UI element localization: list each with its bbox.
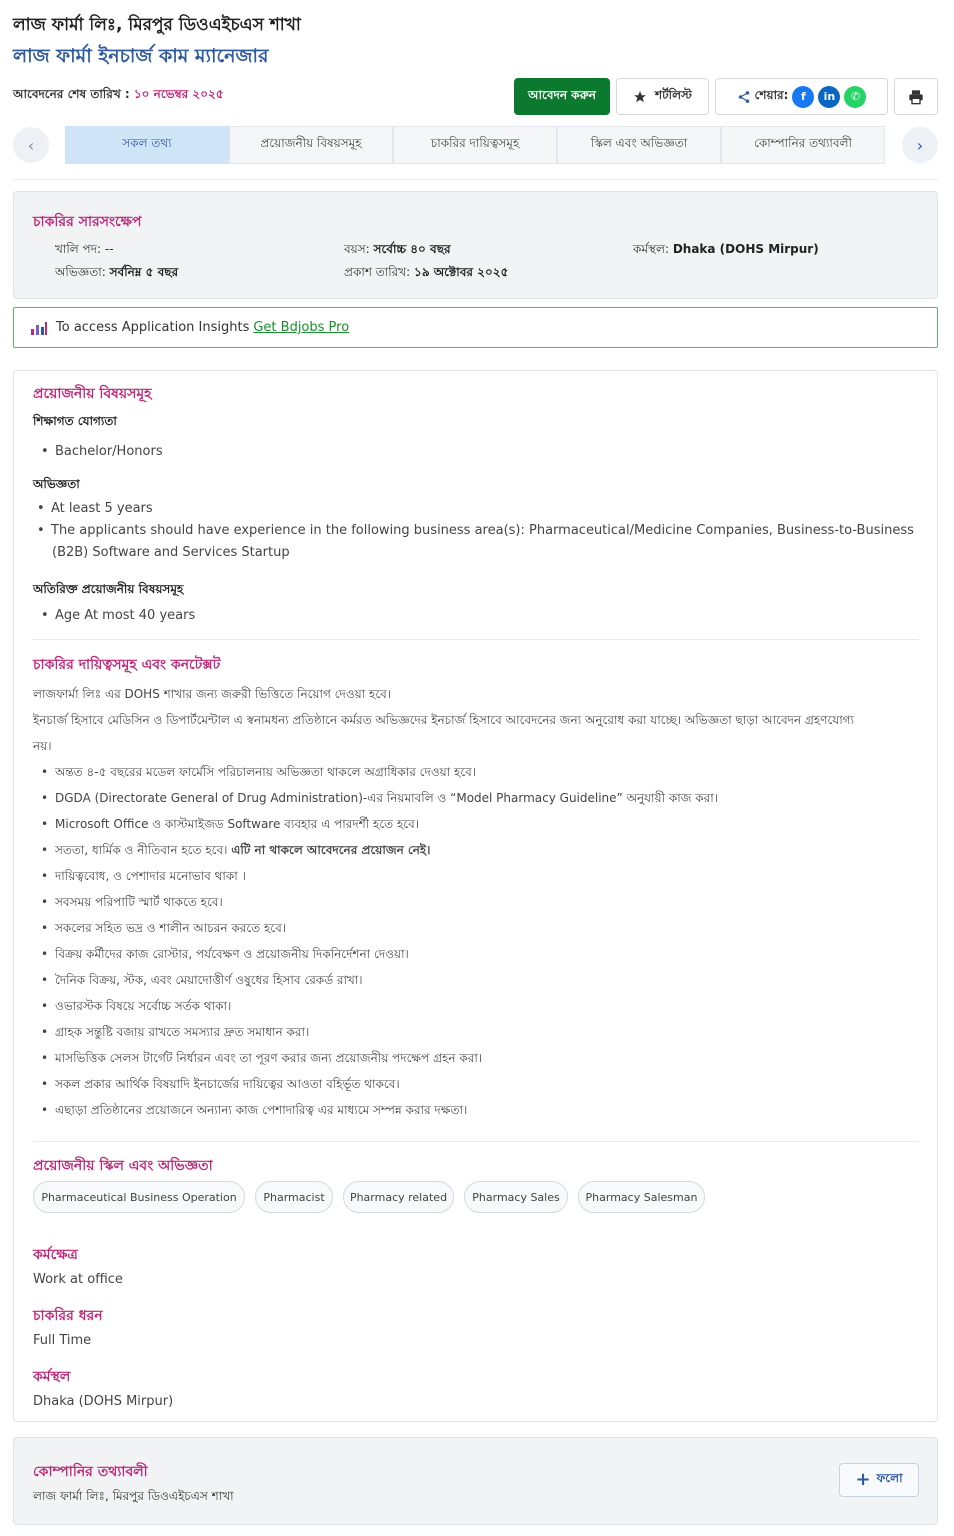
published-label: প্রকাশ তারিখ: [344,265,411,279]
responsibility-item: • দৈনিক বিক্রয়, স্টক, এবং মেয়াদোত্তীর্ণ ওষুধের হিসাব রেকর্ড রাখা। [55,967,363,993]
linkedin-icon[interactable]: in [818,86,840,108]
skill-chip[interactable]: Pharmacy related [343,1181,454,1213]
facebook-icon[interactable]: f [792,86,814,108]
responsibility-para-cont: নয়। [33,739,52,753]
job-summary [13,191,938,299]
get-pro-link[interactable]: Get Bdjobs Pro [253,320,350,335]
responsibility-item: • DGDA (Directorate General of Drug Administration)-এর নিয়মাবলি ও “Model Pharmacy Guideline” অনুযায়ী কাজ করা। [55,785,718,811]
company-name: লাজ ফার্মা লিঃ, মিরপুর ডিওএইচএস শাখা [13,15,301,35]
deadline-date: ১০ নভেম্বর ২০২৫ [133,87,224,101]
experience-value: সর্বনিম্ন ৫ বছর [109,265,179,279]
action-bar [514,78,888,115]
job-location-title: কর্মস্থল [33,1369,71,1385]
location-value: Dhaka (DOHS Mirpur) [672,242,819,256]
insights-banner [13,307,938,348]
shortlist-button[interactable] [616,78,709,115]
tabs [65,126,885,164]
skill-chip[interactable]: Pharmacist [255,1181,333,1213]
skill-chip[interactable]: Pharmacy Salesman [578,1181,705,1213]
education-title: শিক্ষাগত যোগ্যতা [33,414,117,428]
share-box [715,78,888,115]
experience-item: • The applicants should have experience in the following business area(s): Pharmaceutical/Medicine Companies, Business-to-Business [51,520,914,542]
company-info-card [13,1437,938,1525]
summary-location [633,241,819,261]
responsibility-item: • গ্রাহক সন্তুষ্টি বজায় রাখতে সমস্যার দ্রুত সমাধান করা। [55,1019,309,1045]
print-button[interactable] [894,78,938,115]
summary-title: চাকরির সারসংক্ষেপ [33,214,142,230]
responsibility-para: ইনচার্জ হিসাবে মেডিসিন ও ডিপার্টমেন্টাল এ স্বনামধন্য প্রতিষ্ঠানে কর্মরত অভিজ্ঞদের ইনচার্জ হিসাবে আবেদনের জন্য অনুরোধ করা যাচ্ছে। অভিজ্ঞতা ছাড়া আবেদন গ্রহণযোগ্য [33,713,855,727]
whatsapp-icon[interactable]: ✆ [844,86,866,108]
tab-all-info[interactable]: সকল তথ্য [65,126,229,164]
vacancy-label: খালি পদ: [55,242,102,256]
section-divider [33,1141,919,1142]
skill-chip[interactable]: Pharmacy Sales [464,1181,568,1213]
share-label: শেয়ার: [754,87,789,102]
tab-company-info[interactable]: কোম্পানির তথ্যাবলী [721,126,885,164]
shortlist-label: শর্টলিস্ট [655,87,692,102]
follow-label: ফলো [876,1471,903,1485]
skills-title: প্রয়োজনীয় স্কিল এবং অভিজ্ঞতা [33,1158,213,1174]
tab-skills[interactable]: স্কিল এবং অভিজ্ঞতা [557,126,721,164]
responsibility-item: • ওভারস্টক বিষয়ে সর্বোচ্চ সর্তক থাকা। [55,993,231,1019]
divider [13,179,938,180]
workplace-title: কর্মক্ষেত্র [33,1247,78,1263]
experience-item: • At least 5 years [51,498,153,520]
employment-value: Full Time [33,1333,92,1348]
requirements-title: প্রয়োজনীয় বিষয়সমূহ [33,386,152,402]
company-info-title: কোম্পানির তথ্যাবলী [33,1464,148,1480]
summary-vacancy [55,241,114,261]
responsibility-item: • সকল প্রকার আর্থিক বিষয়াদি ইনচার্জের দায়িত্বের আওতা বহির্ভূত থাকবে। [55,1071,400,1097]
company-info-name: লাজ ফার্মা লিঃ, মিরপুর ডিওএইচএস শাখা [33,1489,234,1503]
additional-title: অতিরিক্ত প্রয়োজনীয় বিষয়সমূহ [33,582,184,596]
deadline-label: আবেদনের শেষ তারিখ : [13,87,130,101]
section-divider [33,639,919,640]
deadline [13,86,224,106]
additional-item: • Age At most 40 years [55,605,195,627]
vacancy-value: -- [104,242,114,256]
responsibility-item: • সবসময় পরিপাটি স্মার্ট থাকতে হবে। [55,889,223,915]
location-label: কর্মস্থল: [633,242,669,256]
follow-button[interactable] [839,1463,919,1497]
tab-responsibilities[interactable]: চাকরির দায়িত্বসমূহ [393,126,557,164]
responsibilities-title: চাকরির দায়িত্বসমূহ এবং কনটেক্সট [33,657,221,673]
skill-chip[interactable]: Pharmaceutical Business Operation [33,1181,245,1213]
workplace-value: Work at office [33,1272,123,1287]
plus-icon: + [855,1469,871,1490]
responsibility-item: • সকলের সহিত ভদ্র ও শালীন আচরন করতে হবে। [55,915,286,941]
responsibility-item: • এছাড়া প্রতিষ্ঠানের প্রয়োজনে অন্যান্য কাজ পেশাদারিত্ব এর মাধ্যমে সম্পন্ন করার দক্ষতা। [55,1097,467,1123]
summary-age [344,241,451,261]
apply-button[interactable]: আবেদন করুন [514,78,610,115]
summary-experience [55,264,178,284]
education-item: • Bachelor/Honors [55,441,163,463]
job-details-card [13,370,938,1422]
experience-label: অভিজ্ঞতা: [55,265,106,279]
responsibility-bold-note: এটি না থাকলে আবেদনের প্রয়োজন নেই। [231,843,431,857]
age-value: সর্বোচ্চ ৪০ বছর [373,242,451,256]
summary-published [344,264,508,284]
tab-prev-button[interactable] [13,127,49,163]
star-icon [633,90,647,104]
responsibility-text: সততা, ধার্মিক ও নীতিবান হতে হবে। [55,843,228,857]
employment-title: চাকরির ধরন [33,1308,103,1324]
printer-icon [908,89,924,105]
share-icon [737,90,751,104]
chart-icon [30,320,48,336]
experience-title: অভিজ্ঞতা [33,477,80,491]
age-label: বয়স: [344,242,370,256]
responsibility-item: • দায়িত্ববোধ, ও পেশাদার মনোভাব থাকা । [55,863,246,889]
responsibility-item: • বিক্রয় কর্মীদের কাজ রোস্টার, পর্যবেক্ষণ ও প্রয়োজনীয় দিকনির্দেশনা দেওয়া। [55,941,409,967]
job-location-value: Dhaka (DOHS Mirpur) [33,1394,174,1409]
chevron-left-icon: ‹ [27,135,35,155]
responsibility-intro: লাজফার্মা লিঃ এর DOHS শাখার জন্য জরুরী ভিত্তিতে নিয়োগ দেওয়া হবে। [33,687,392,701]
insights-text: To access Application Insights [56,320,250,335]
experience-item-cont: (B2B) Software and Services Startup [52,545,290,560]
tab-next-button[interactable] [902,127,938,163]
job-title: লাজ ফার্মা ইনচার্জ কাম ম্যানেজার [13,45,269,67]
responsibility-item: • Microsoft Office ও কাস্টমাইজড Software ব্যবহার এ পারদর্শী হতে হবে। [55,811,419,837]
responsibility-item: • অন্তত ৪-৫ বছরের মডেল ফার্মেসি পরিচালনায় অভিজ্ঞতা থাকলে অগ্রাধিকার দেওয়া হবে। [55,759,476,785]
tab-bar [13,126,938,164]
tab-requirements[interactable]: প্রয়োজনীয় বিষয়সমূহ [229,126,393,164]
responsibility-item: • মাসভিত্তিক সেলস টার্গেট নির্ধারন এবং তা পূরণ করার জন্য প্রয়োজনীয় পদক্ষেপ গ্রহন করা। [55,1045,482,1071]
responsibility-item [55,837,430,863]
chevron-right-icon: › [916,135,924,155]
published-value: ১৯ অক্টোবর ২০২৫ [414,265,509,279]
